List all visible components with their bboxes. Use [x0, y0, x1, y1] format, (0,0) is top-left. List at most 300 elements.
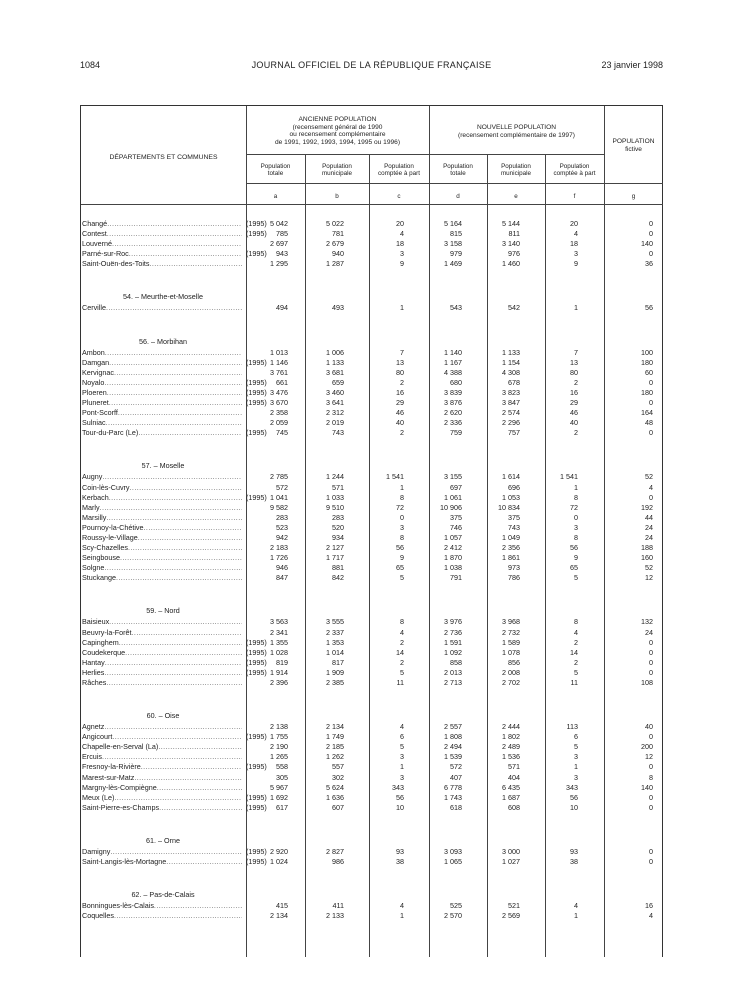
table-row [80, 513, 663, 523]
cell-f: 40 [570, 418, 578, 428]
cell-a: 2 183 [270, 543, 288, 553]
cell-c: 1 [400, 911, 404, 921]
cell-b: 2 679 [326, 239, 344, 249]
table-row [80, 358, 663, 368]
table-row [80, 553, 663, 563]
table-row [80, 722, 663, 732]
cell-g: 180 [641, 387, 653, 397]
cell-d: 6 778 [444, 782, 462, 792]
cell-c: 13 [396, 357, 404, 367]
cell-c: 93 [396, 846, 404, 856]
cell-c: 0 [400, 512, 404, 522]
cell-a: 2 190 [270, 742, 288, 752]
cell-b: 743 [332, 428, 344, 438]
cell-e: 1 154 [502, 357, 520, 367]
table-row [80, 573, 663, 583]
cell-b: 557 [332, 762, 344, 772]
cell-c: 8 [400, 617, 404, 627]
cell-c: 5 [400, 742, 404, 752]
cell-f: 18 [570, 239, 578, 249]
cell-b: 1 014 [326, 647, 344, 657]
cell-f: 72 [570, 502, 578, 512]
table-row [80, 388, 663, 398]
letter-a: a [273, 193, 278, 200]
commune-name [82, 628, 242, 638]
commune-label: Angicourt [82, 732, 113, 742]
cell-d: 2 713 [444, 678, 462, 687]
table-row [80, 219, 663, 229]
letter-f: f [573, 193, 576, 200]
commune-name [82, 783, 242, 793]
cell-c: 46 [396, 408, 404, 418]
cell-d: 746 [450, 522, 462, 532]
department-heading [80, 823, 663, 847]
cell-g: 36 [645, 259, 653, 269]
cell-a: 5 967 [270, 782, 288, 792]
cell-a: 745 [276, 428, 288, 438]
cell-e: 10 834 [498, 502, 520, 512]
cell-c: 16 [396, 387, 404, 397]
cell-e: 1 687 [502, 792, 520, 802]
census-year: (1995) [246, 219, 267, 228]
cell-g: 0 [649, 492, 653, 502]
cell-f: 11 [570, 678, 578, 687]
cell-b: 3 681 [326, 367, 344, 377]
cell-e: 1 861 [502, 553, 520, 563]
cell-a: 5 042 [270, 219, 288, 228]
cell-g: 4 [649, 482, 653, 492]
commune-name [82, 533, 242, 543]
cell-d: 1 065 [444, 857, 462, 867]
cell-b: 2 134 [326, 722, 344, 732]
cell-e: 3 140 [502, 239, 520, 249]
table-row [80, 378, 663, 388]
table-row [80, 742, 663, 752]
table-row [80, 638, 663, 648]
cell-b: 1 133 [326, 357, 344, 367]
cell-b: 5 624 [326, 782, 344, 792]
cell-a: 617 [276, 802, 288, 812]
cell-a: 9 582 [270, 502, 288, 512]
cell-f: 80 [570, 367, 578, 377]
commune-label: Damgan [82, 357, 110, 367]
cell-f: 65 [570, 563, 578, 573]
cell-g: 188 [641, 543, 653, 553]
cell-c: 3 [400, 772, 404, 782]
cell-c: 3 [400, 522, 404, 532]
cell-b: 5 022 [326, 219, 344, 228]
census-year: (1995) [246, 732, 267, 742]
cell-g: 160 [641, 553, 653, 563]
rule [81, 204, 663, 205]
cell-b: 1 749 [326, 732, 344, 742]
cell-g: 24 [645, 627, 653, 637]
cell-d: 1 743 [444, 792, 462, 802]
census-year: (1995) [246, 857, 267, 867]
section-gap [80, 269, 663, 279]
cell-b: 659 [332, 377, 344, 387]
cell-b: 493 [332, 303, 344, 313]
commune-name [82, 483, 242, 493]
cell-b: 3 460 [326, 387, 344, 397]
cell-b: 1 717 [326, 553, 344, 563]
cell-g: 140 [641, 782, 653, 792]
cell-e: 404 [508, 772, 520, 782]
commune-label: Agnetz [82, 722, 105, 732]
cell-b: 1 353 [326, 637, 344, 647]
cell-c: 2 [400, 377, 404, 387]
table-row [80, 668, 663, 678]
issue-date: 23 janvier 1998 [601, 60, 663, 70]
cell-d: 1 140 [444, 347, 462, 357]
cell-a: 1 914 [270, 667, 288, 677]
cell-a: 1 024 [270, 857, 288, 867]
commune-label: Marest-sur-Matz [82, 772, 135, 782]
commune-name [82, 358, 242, 368]
cell-e: 1 460 [502, 259, 520, 269]
cell-f: 8 [574, 492, 578, 502]
cell-d: 1 061 [444, 492, 462, 502]
cell-b: 520 [332, 522, 344, 532]
cell-e: 571 [508, 762, 520, 772]
cell-g: 0 [649, 398, 653, 408]
cell-b: 302 [332, 772, 344, 782]
cell-d: 815 [450, 229, 462, 239]
cell-c: 56 [396, 792, 404, 802]
commune-name [82, 219, 242, 229]
cell-c: 11 [396, 678, 404, 687]
commune-label: Sulniac [82, 418, 106, 428]
table-row [80, 493, 663, 503]
commune-label: Cerville [82, 303, 106, 313]
cell-a: 415 [276, 901, 288, 911]
commune-label: Parné-sur-Roc [82, 249, 129, 259]
cell-f: 38 [570, 857, 578, 867]
table-row [80, 259, 663, 269]
section-gap [80, 813, 663, 823]
census-year: (1995) [246, 637, 267, 647]
cell-d: 2 412 [444, 543, 462, 553]
cell-d: 3 158 [444, 239, 462, 249]
cell-d: 2 557 [444, 722, 462, 732]
cell-f: 1 [574, 303, 578, 313]
cell-c: 6 [400, 732, 404, 742]
commune-label: Roussy-le-Village [82, 532, 138, 542]
cell-b: 571 [332, 482, 344, 492]
commune-name [82, 722, 242, 732]
cell-c: 8 [400, 492, 404, 502]
cell-e: 811 [508, 229, 520, 239]
cell-f: 56 [570, 792, 578, 802]
cell-g: 0 [649, 249, 653, 259]
cell-g: 0 [649, 792, 653, 802]
cell-g: 60 [645, 367, 653, 377]
cell-a: 1 013 [270, 347, 288, 357]
cell-c: 343 [392, 782, 404, 792]
cell-f: 16 [570, 387, 578, 397]
section-gap [80, 921, 663, 931]
cell-e: 1 049 [502, 532, 520, 542]
cell-d: 375 [450, 512, 462, 522]
section-gap [80, 583, 663, 593]
commune-label: Herlies [82, 667, 105, 677]
commune-label: Solgne [82, 563, 105, 573]
cell-c: 20 [396, 219, 404, 228]
table-row [80, 229, 663, 239]
cell-c: 9 [400, 553, 404, 563]
cell-f: 6 [574, 732, 578, 742]
cell-d: 3 839 [444, 387, 462, 397]
cell-f: 56 [570, 543, 578, 553]
commune-label: Meux (Le) [82, 792, 115, 802]
cell-b: 1 244 [326, 472, 344, 482]
cell-c: 65 [396, 563, 404, 573]
cell-b: 3 555 [326, 617, 344, 627]
cell-g: 0 [649, 846, 653, 856]
census-year: (1995) [246, 398, 267, 408]
cell-g: 0 [649, 857, 653, 867]
cell-e: 3 968 [502, 617, 520, 627]
census-year: (1995) [246, 647, 267, 657]
commune-label: Saint-Langis-lès-Mortagne [82, 857, 167, 867]
table-row [80, 418, 663, 428]
cell-a: 1 028 [270, 647, 288, 657]
letter-c: c [397, 193, 401, 200]
commune-label: Noyalo [82, 377, 105, 387]
cell-e: 3 000 [502, 846, 520, 856]
commune-name [82, 847, 242, 857]
cell-f: 113 [566, 722, 578, 732]
cell-e: 2 008 [502, 667, 520, 677]
commune-name [82, 388, 242, 398]
commune-name [82, 793, 242, 803]
commune-name [82, 732, 242, 742]
cell-b: 283 [332, 512, 344, 522]
commune-label: Changé [82, 219, 108, 228]
commune-name [82, 303, 242, 313]
cell-g: 0 [649, 229, 653, 239]
commune-name [82, 742, 242, 752]
cell-c: 4 [400, 901, 404, 911]
commune-name [82, 803, 242, 813]
department-heading [80, 593, 663, 617]
cell-a: 2 396 [270, 678, 288, 687]
table-row [80, 249, 663, 259]
cell-a: 1 755 [270, 732, 288, 742]
table-row [80, 533, 663, 543]
cell-g: 180 [641, 357, 653, 367]
cell-d: 3 155 [444, 472, 462, 482]
cell-g: 0 [649, 802, 653, 812]
cell-g: 24 [645, 522, 653, 532]
cell-d: 572 [450, 762, 462, 772]
cell-b: 2 019 [326, 418, 344, 428]
cell-c: 2 [400, 428, 404, 438]
census-year: (1995) [246, 249, 267, 259]
table-row [80, 773, 663, 783]
department-title: 54. – Meurthe-et-Moselle [123, 292, 203, 302]
table-row [80, 762, 663, 772]
cell-c: 4 [400, 627, 404, 637]
cell-b: 2 827 [326, 846, 344, 856]
cell-f: 7 [574, 347, 578, 357]
cell-a: 943 [276, 249, 288, 259]
cell-d: 1 808 [444, 732, 462, 742]
cell-b: 940 [332, 249, 344, 259]
cell-d: 1 469 [444, 259, 462, 269]
commune-name [82, 368, 242, 378]
cell-d: 525 [450, 901, 462, 911]
cell-c: 1 [400, 762, 404, 772]
census-year: (1995) [246, 387, 267, 397]
commune-name [82, 259, 242, 269]
cell-g: 164 [641, 408, 653, 418]
letter-e: e [514, 193, 518, 200]
cell-e: 5 144 [502, 219, 520, 228]
commune-name [82, 901, 242, 911]
table-row [80, 857, 663, 867]
cell-f: 2 [574, 637, 578, 647]
cell-e: 375 [508, 512, 520, 522]
cell-c: 8 [400, 532, 404, 542]
cell-e: 3 823 [502, 387, 520, 397]
commune-name [82, 229, 242, 239]
commune-label: Seingbouse [82, 553, 120, 563]
commune-name [82, 513, 242, 523]
cell-b: 2 133 [326, 911, 344, 921]
census-year: (1995) [246, 657, 267, 667]
cell-e: 2 702 [502, 678, 520, 687]
cell-g: 0 [649, 647, 653, 657]
commune-label: Pont-Scorff [82, 408, 118, 418]
cell-e: 521 [508, 901, 520, 911]
old-population-header: ANCIENNE POPULATION (recensement général de 1990 ou recensement complémentaire de 1991, 1992, 1993, 1994, 1995 ou 1996) [274, 116, 401, 146]
cell-a: 1 146 [270, 357, 288, 367]
commune-label: Ambon [82, 347, 105, 357]
table-row [80, 803, 663, 813]
cell-d: 543 [450, 303, 462, 313]
cell-c: 5 [400, 573, 404, 583]
cell-f: 5 [574, 667, 578, 677]
cell-e: 1 614 [502, 472, 520, 482]
cell-g: 0 [649, 657, 653, 667]
cell-e: 4 308 [502, 367, 520, 377]
cell-a: 2 697 [270, 239, 288, 249]
census-year: (1995) [246, 846, 267, 856]
cell-g: 44 [645, 512, 653, 522]
cell-b: 934 [332, 532, 344, 542]
cell-g: 0 [649, 732, 653, 742]
commune-name [82, 762, 242, 772]
commune-label: Margny-lès-Compiègne [82, 782, 157, 792]
table-row [80, 648, 663, 658]
subheader-e: Population municipale [500, 163, 532, 177]
cell-g: 0 [649, 637, 653, 647]
cell-d: 1 591 [444, 637, 462, 647]
cell-f: 0 [574, 512, 578, 522]
cell-a: 1 355 [270, 637, 288, 647]
cell-a: 2 785 [270, 472, 288, 482]
table-row [80, 752, 663, 762]
commune-label: Ploeren [82, 387, 107, 397]
table-row [80, 901, 663, 911]
table-row [80, 543, 663, 553]
cell-a: 2 920 [270, 846, 288, 856]
cell-f: 13 [570, 357, 578, 367]
cell-f: 4 [574, 229, 578, 239]
cell-a: 819 [276, 657, 288, 667]
department-heading [80, 448, 663, 472]
cell-f: 20 [570, 219, 578, 228]
cell-a: 847 [276, 573, 288, 583]
commune-name [82, 658, 242, 668]
cell-b: 2 337 [326, 627, 344, 637]
commune-label: Râches [82, 678, 107, 687]
subheader-a: Population totale [260, 163, 291, 177]
cell-f: 2 [574, 377, 578, 387]
commune-label: Louverné [82, 239, 112, 249]
cell-b: 817 [332, 657, 344, 667]
cell-c: 5 [400, 667, 404, 677]
cell-d: 1 167 [444, 357, 462, 367]
cell-g: 4 [649, 911, 653, 921]
cell-d: 3 876 [444, 398, 462, 408]
commune-name [82, 348, 242, 358]
table-row [80, 303, 663, 313]
commune-name [82, 638, 242, 648]
cell-c: 4 [400, 229, 404, 239]
cell-e: 2 296 [502, 418, 520, 428]
cell-a: 946 [276, 563, 288, 573]
department-heading [80, 324, 663, 348]
cell-f: 343 [566, 782, 578, 792]
cell-f: 9 [574, 553, 578, 563]
cell-b: 1 287 [326, 259, 344, 269]
cell-a: 1 726 [270, 553, 288, 563]
cell-d: 858 [450, 657, 462, 667]
cell-g: 192 [641, 502, 653, 512]
cell-c: 3 [400, 249, 404, 259]
commune-name [82, 472, 242, 482]
cell-c: 7 [400, 347, 404, 357]
commune-name [82, 503, 242, 513]
commune-name [82, 553, 242, 563]
cell-g: 24 [645, 532, 653, 542]
subheader-d: Population totale [443, 163, 473, 177]
cell-f: 3 [574, 772, 578, 782]
department-heading [80, 877, 663, 901]
census-year: (1995) [246, 492, 267, 502]
commune-name [82, 573, 242, 583]
cell-e: 1 078 [502, 647, 520, 657]
cell-b: 842 [332, 573, 344, 583]
cell-e: 2 569 [502, 911, 520, 921]
commune-name [82, 543, 242, 553]
cell-b: 411 [332, 901, 344, 911]
commune-name [82, 523, 242, 533]
commune-label: Scy-Chazelles [82, 543, 128, 553]
commune-label: Marsilly [82, 512, 107, 522]
rule [246, 183, 663, 184]
cell-c: 38 [396, 857, 404, 867]
cell-e: 696 [508, 482, 520, 492]
cell-d: 1 870 [444, 553, 462, 563]
cell-d: 407 [450, 772, 462, 782]
cell-c: 80 [396, 367, 404, 377]
commune-name [82, 563, 242, 573]
commune-label: Tour-du-Parc (Le) [82, 428, 139, 438]
cell-a: 2 059 [270, 418, 288, 428]
